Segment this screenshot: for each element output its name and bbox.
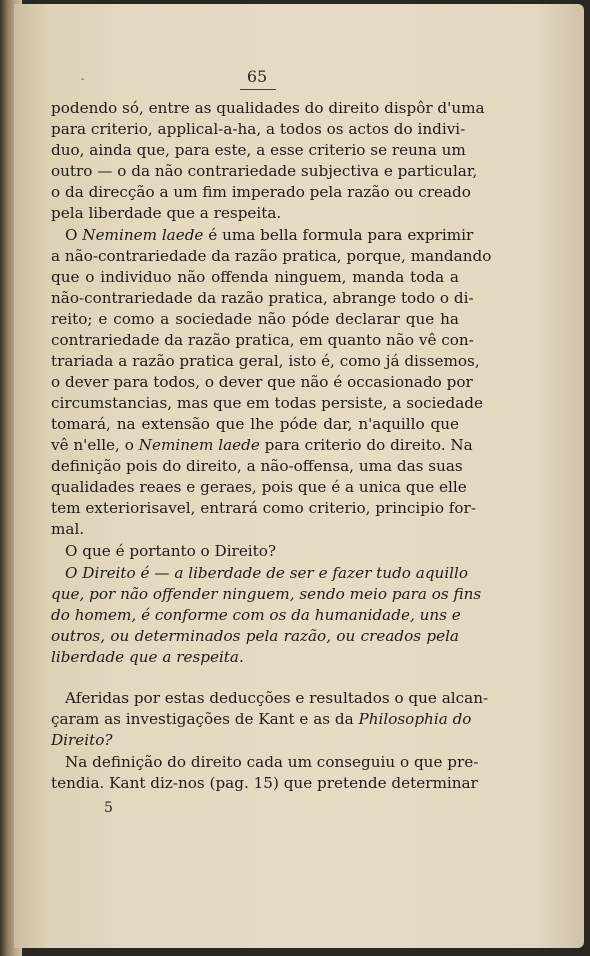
text-line: Aferidas por estas deducções e resultados o que alcan-	[65, 689, 489, 707]
page-number: 65	[246, 67, 268, 86]
text-line: a não-contrariedade da razão pratica, porque, mandando	[51, 247, 492, 265]
definition-line: liberdade que a respeita.	[51, 648, 244, 666]
text-line: circumstancias, mas que em todas persiste, a sociedade	[51, 394, 483, 412]
definition-line: O Direito é — a liberdade de ser e fazer tudo aquillo	[65, 564, 469, 582]
text-line: o dever para todos, o dever que não é occasionado por	[51, 373, 473, 391]
book-page	[14, 4, 584, 948]
page-number-rule	[240, 89, 276, 90]
text-line: pela liberdade que a respeita.	[51, 204, 282, 222]
definition-line: que, por não offender ninguem, sendo meio para os fins	[51, 585, 482, 603]
signature-mark: 5	[104, 800, 113, 816]
text-line: reito; e como a sociedade não póde declarar que ha	[51, 310, 459, 328]
margin-mark: -	[81, 74, 85, 85]
text-line: qualidades reaes e geraes, pois que é a unica que elle	[51, 478, 467, 496]
text-line: Direito?	[51, 731, 113, 749]
text-line: vê n'elle, o Neminem laede para criterio do direito. Na	[51, 436, 473, 454]
text-line: outro — o da não contrariedade subjectiva e particular,	[51, 162, 478, 180]
text-line: para criterio, applical-a-ha, a todos os actos do indivi-	[51, 120, 466, 138]
text-line: duo, ainda que, para este, a esse criterio se reuna um	[51, 141, 466, 159]
text-line: definição pois do direito, a não-offensa, uma das suas	[51, 457, 463, 475]
text-line: tendia. Kant diz-nos (pag. 15) que pretende determinar	[51, 774, 478, 792]
text-line: não-contrariedade da razão pratica, abrange todo o di-	[51, 289, 474, 307]
definition-line: do homem, é conforme com os da humanidade, uns e	[51, 606, 461, 624]
text-line: o da direcção a um fim imperado pela razão ou creado	[51, 183, 471, 201]
definition-line: outros, ou determinados pela razão, ou creados pela	[51, 627, 459, 645]
text-line: trariada a razão pratica geral, isto é, como já dissemos,	[51, 352, 480, 370]
text-line: tem exteriorisavel, entrará como criterio, principio for-	[51, 499, 476, 517]
text-line: podendo só, entre as qualidades do direito dispôr d'uma	[51, 99, 485, 117]
text-line: O que é portanto o Direito?	[65, 542, 277, 560]
text-line: mal.	[51, 520, 85, 538]
text-line: contrariedade da razão pratica, em quanto não vê con-	[51, 331, 474, 349]
text-line: tomará, na extensão que lhe póde dar, n'aquillo que	[51, 415, 459, 433]
text-line: O Neminem laede é uma bella formula para exprimir	[65, 226, 474, 244]
text-line: çaram as investigações de Kant e as da Philosophia do	[51, 710, 472, 728]
text-line: Na definição do direito cada um conseguiu o que pre-	[65, 753, 479, 771]
text-line: que o individuo não offenda ninguem, manda toda a	[51, 268, 459, 286]
